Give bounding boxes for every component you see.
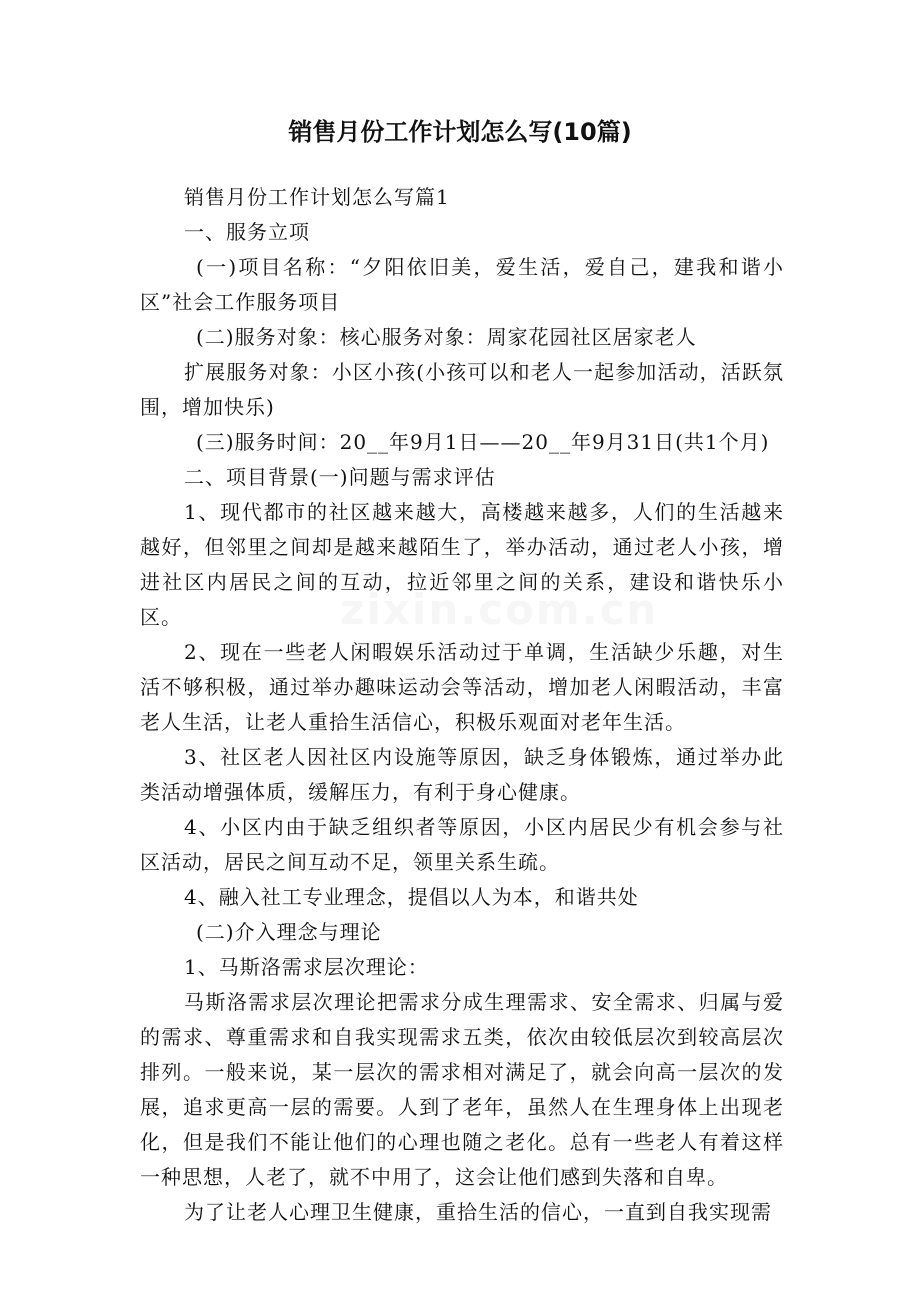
heading-maslow: 1、马斯洛需求层次理论：: [184, 955, 429, 979]
paragraph-project-name: (一)项目名称：“夕阳依旧美，爱生活，爱自己，建我和谐小区”社会工作服务项目: [140, 255, 784, 314]
paragraph-need-4: 4、小区内由于缺乏组织者等原因，小区内居民少有机会参与社区活动，居民之间互动不足，领里关系生疏。: [140, 815, 784, 874]
section-heading: 销售月份工作计划怎么写篇1: [184, 185, 450, 209]
heading-intervention-theory: (二)介入理念与理论: [196, 920, 382, 944]
heading-service-project: 一、服务立项: [184, 220, 310, 244]
paragraph-need-3: 3、社区老人因社区内设施等原因，缺乏身体锻炼，通过举办此类活动增强体质，缓解压力，有利于身心健康。: [140, 745, 784, 804]
paragraph-service-time: (三)服务时间：20__年9月1日——20__年9月31日(共1个月): [196, 430, 770, 454]
paragraph-elderly-mental-health: 为了让老人心理卫生健康，重拾生活的信心，一直到自我实现需: [184, 1200, 772, 1224]
paragraph-need-1: 1、现代都市的社区越来越大，高楼越来越多，人们的生活越来越好，但邻里之间却是越来越陌生了，举办活动，通过老人小孩，增进社区内居民之间的互动，拉近邻里之间的关系，建设和谐快乐小区。: [140, 500, 784, 629]
watermark: zixin.com.cn: [340, 585, 659, 634]
document-body: [140, 180, 784, 1230]
heading-project-background: 二、项目背景(一)问题与需求评估: [184, 465, 496, 489]
document-title: 销售月份工作计划怎么写(10篇): [288, 118, 632, 146]
paragraph-need-5: 4、融入社工专业理念，提倡以人为本，和谐共处: [184, 885, 639, 909]
paragraph-extended-target: 扩展服务对象：小区小孩(小孩可以和老人一起参加活动，活跃氛围，增加快乐): [140, 360, 784, 419]
paragraph-need-2: 2、现在一些老人闲暇娱乐活动过于单调，生活缺少乐趣，对生活不够积极，通过举办趣味运动会等活动，增加老人闲暇活动，丰富老人生活，让老人重拾生活信心，积极乐观面对老年生活。: [140, 640, 784, 734]
paragraph-maslow: 马斯洛需求层次理论把需求分成生理需求、安全需求、归属与爱的需求、尊重需求和自我实现需求五类，依次由较低层次到较高层次排列。一般来说，某一层次的需求相对满足了，就会向高一层次的发展，追求更高一层的需要。人到了老年，虽然人在生理身体上出现老化，但是我们不能让他们的心理也随之老化。总有一些老人有着这样一种思想，人老了，就不中用了，这会让他们感到失落和自卑。: [140, 990, 784, 1189]
paragraph-service-target: (二)服务对象：核心服务对象：周家花园社区居家老人: [196, 325, 697, 349]
